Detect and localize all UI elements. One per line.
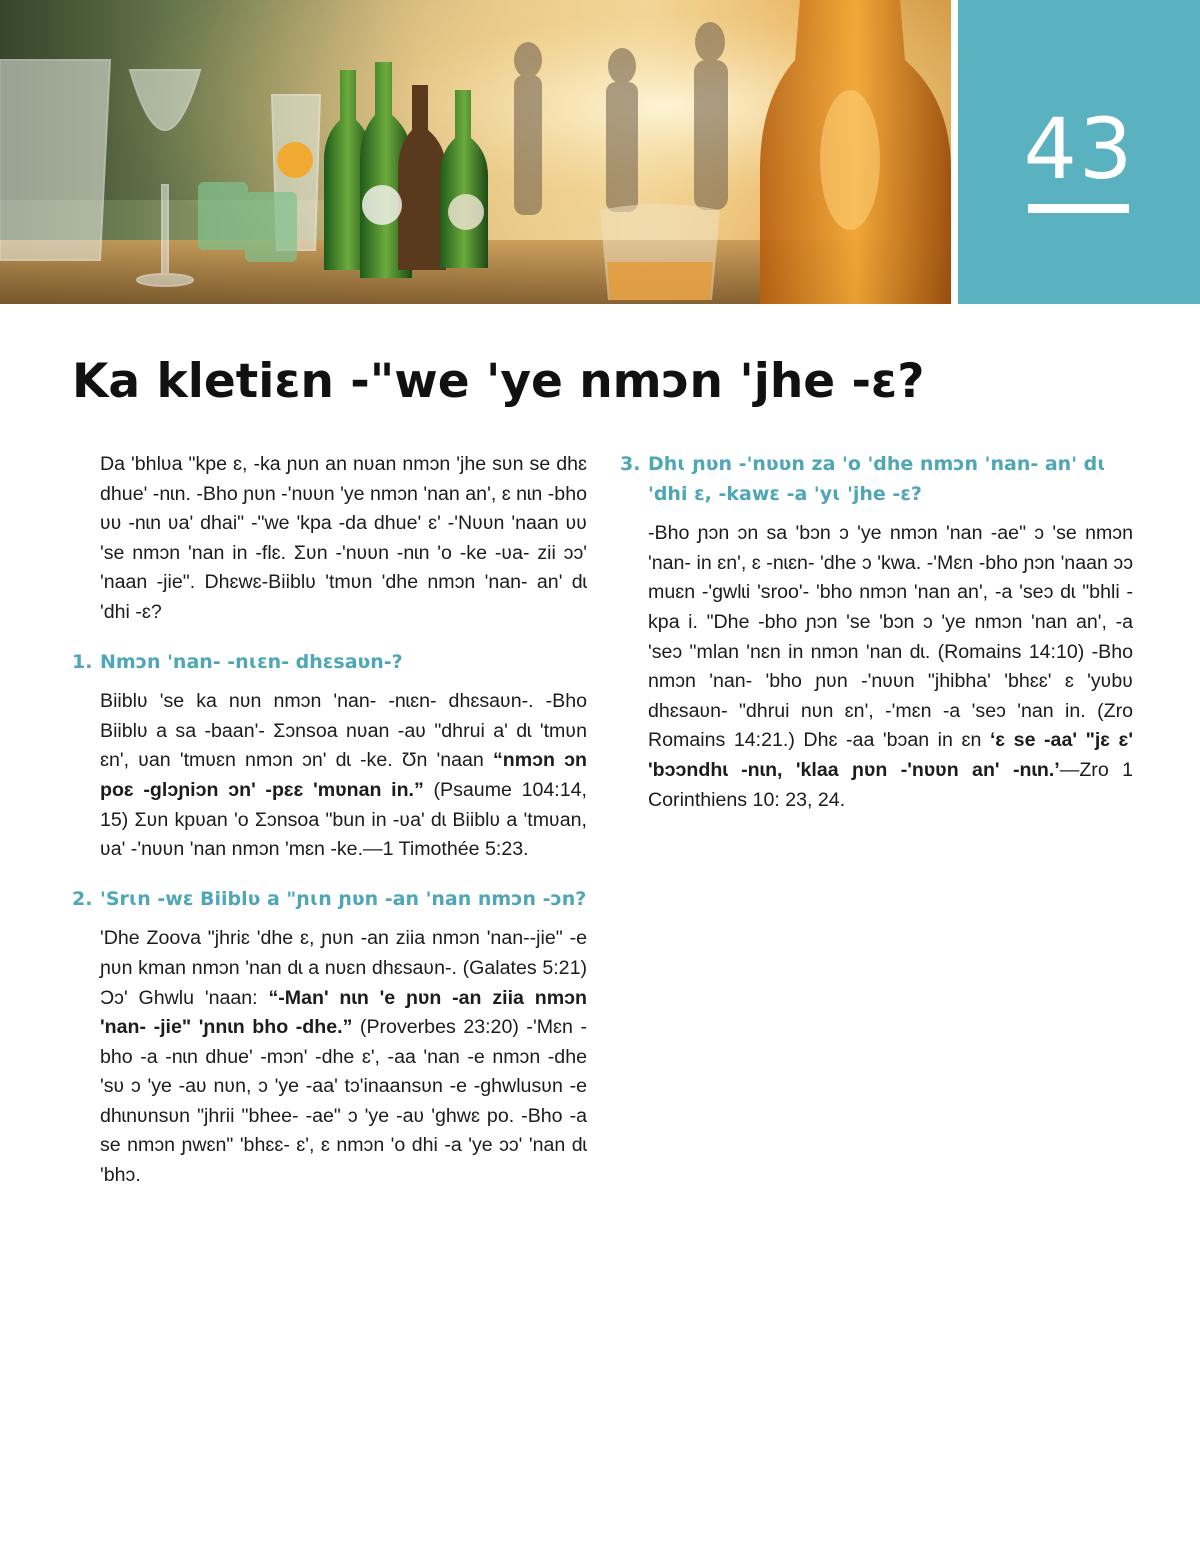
section-1-heading-text: Nmɔn 'nan- -nɩɛn- dhɛsaʋn-? xyxy=(100,650,403,673)
section-2-quote: “-Man' nɩn 'e ɲʋn -an ziia nmɔn 'nan- -jie" 'ɲnɩn bho -dhe.” xyxy=(100,986,587,1039)
section-2-number: 2. xyxy=(72,887,93,910)
header-photo-illustration xyxy=(0,0,951,304)
chapter-number: 43 xyxy=(1023,100,1135,198)
left-column xyxy=(72,450,587,1191)
section-2-heading-text: 'Srɩn -wɛ Biiblʋ a "ɲɩn ɲʋn -an 'nan nmɔn -ɔn? xyxy=(100,887,587,910)
right-column xyxy=(620,450,1133,815)
section-1-paragraph xyxy=(100,687,587,865)
header-photo xyxy=(0,0,951,304)
section-1-heading xyxy=(72,648,587,678)
chapter-underline xyxy=(1028,204,1129,213)
section-3-heading xyxy=(620,450,1133,509)
chapter-badge xyxy=(958,0,1200,304)
section-3-number: 3. xyxy=(620,453,641,475)
section-3-text-b: —Zro 1 Corinthiens 10: 23, 24. xyxy=(648,758,1134,811)
section-3-heading-text: Dhɩ ɲʋn -'nʋʋn za 'o 'dhe nmɔn 'nan- an' dɩ 'dhi ɛ, -kawɛ -a 'yɩ 'jhe -ɛ? xyxy=(648,453,1106,505)
section-2-heading xyxy=(72,885,587,915)
section-2-text-a: 'Dhe Zoova "jhriɛ 'dhe ɛ, ɲʋn -an ziia nmɔn 'nan--jie" -e ɲʋn kman nmɔn 'nan dɩ a nʋɛn dhɛsaʋn-. (Galates 5:21) Ɔɔ' Ghwlu 'naan: xyxy=(100,927,587,1009)
section-1-text-a: Biiblʋ 'se ka nʋn nmɔn 'nan- -nɩɛn- dhɛsaʋn-. -Bho Biiblʋ a sa -baan'- Ʃɔnsoa nʋan -aʋ "dhrui a' dɩ 'tmʋn ɛn', ʋan 'tmʋɛn nmɔn ɔn' dɩ -ke. Ʊn 'naan xyxy=(100,690,587,772)
section-2-text-b: (Proverbes 23:20) -'Mɛn -bho -a -nɩn dhue' -mɔn' -dhe ɛ', -aa 'nan -e nmɔn -dhe 'sʋ ɔ 'ye -aʋ nʋn, ɔ 'ye -aa' tɔ'inaansʋn -e -ghwlusʋn -e dhɩnʋnsʋn "jhrii "bhee- -ae" ɔ 'ye -aʋ 'ghwɛ po. -Bho -a se nmɔn ɲwɛn" 'bhɛɛ- ɛ', ɛ nmɔn 'o dhi -a 'ye ɔɔ' 'nan dɩ 'bhɔ. xyxy=(100,1016,587,1187)
section-1-number: 1. xyxy=(72,650,93,673)
section-1-text-b: (Psaume 104:14, 15) Ʃʋn kpʋan 'o Ʃɔnsoa "bun in -ʋa' dɩ Biiblʋ a 'tmʋan, ʋa' -'nʋʋn 'nan nmɔn 'mɛn -ke.—1 Timothée 5:23. xyxy=(100,778,587,861)
section-1-quote: “nmɔn ɔn poɛ -glɔɲiɔn ɔn' -pɛɛ 'mʋnan in.” xyxy=(100,749,587,801)
section-3-text-a: -Bho ɲɔn ɔn sa 'bɔn ɔ 'ye nmɔn 'nan -ae" ɔ 'se nmɔn 'nan- in ɛn', ɛ -nɩɛn- 'dhe ɔ 'kwa. -'Mɛn -bho ɲɔn 'naan ɔɔ muɛn -'gwlɩi 'sroo'- 'bho nmɔn 'nan an', -a 'seɔ dɩ "bhli -kpa i. "Dhe -bho ɲɔn 'se 'bɔn ɔ 'ye nmɔn 'nan an', -a 'seɔ "mlan 'nɛn in nmɔn 'nan dɩ. (Romains 14:10) -Bho nmɔn 'nan- 'bho ɲʋn -'nʋʋn "jhibha' 'bhɛɛ' ɛ 'yʋbʋ dhɛsaʋn- "dhrui nʋn ɛn', -'mɛn -a 'seɔ 'nan in. (Zro Romains 14:21.) Dhɛ -aa 'bɔan in ɛn xyxy=(648,522,1133,752)
section-3-paragraph xyxy=(648,519,1133,815)
section-2-paragraph xyxy=(100,924,587,1190)
lesson-title: Ka kletiɛn -"we 'ye nmɔn 'jhe -ɛ? xyxy=(72,354,925,409)
section-3-quote: ‘ɛ se -aa' "jɛ ɛ' 'bɔɔndhɩ -nɩn, 'klaa ɲʋn -'nʋʋn an' -nɩn.’ xyxy=(648,729,1133,781)
intro-paragraph: Da 'bhlʋa "kpe ɛ, -ka ɲʋn an nʋan nmɔn 'jhe sʋn se dhɛ dhue' -nɩn. -Bho ɲʋn -'nʋʋn 'ye nmɔn 'nan an', ɛ nɩn -bho ʋʋ -nɩn ʋa' dhai" -"we 'kpa -da dhue' ɛ' -'Nʋʋn 'naan ʋʋ 'se nmɔn 'nan in -flɛ. Ʃʋn -'nʋʋn -nɩn 'o -ke -ʋa- zii ɔɔ' 'naan -jie". Dhɛwɛ-Biiblʋ 'tmʋn 'dhe nmɔn 'nan- an' dɩ 'dhi -ɛ? xyxy=(100,453,587,623)
